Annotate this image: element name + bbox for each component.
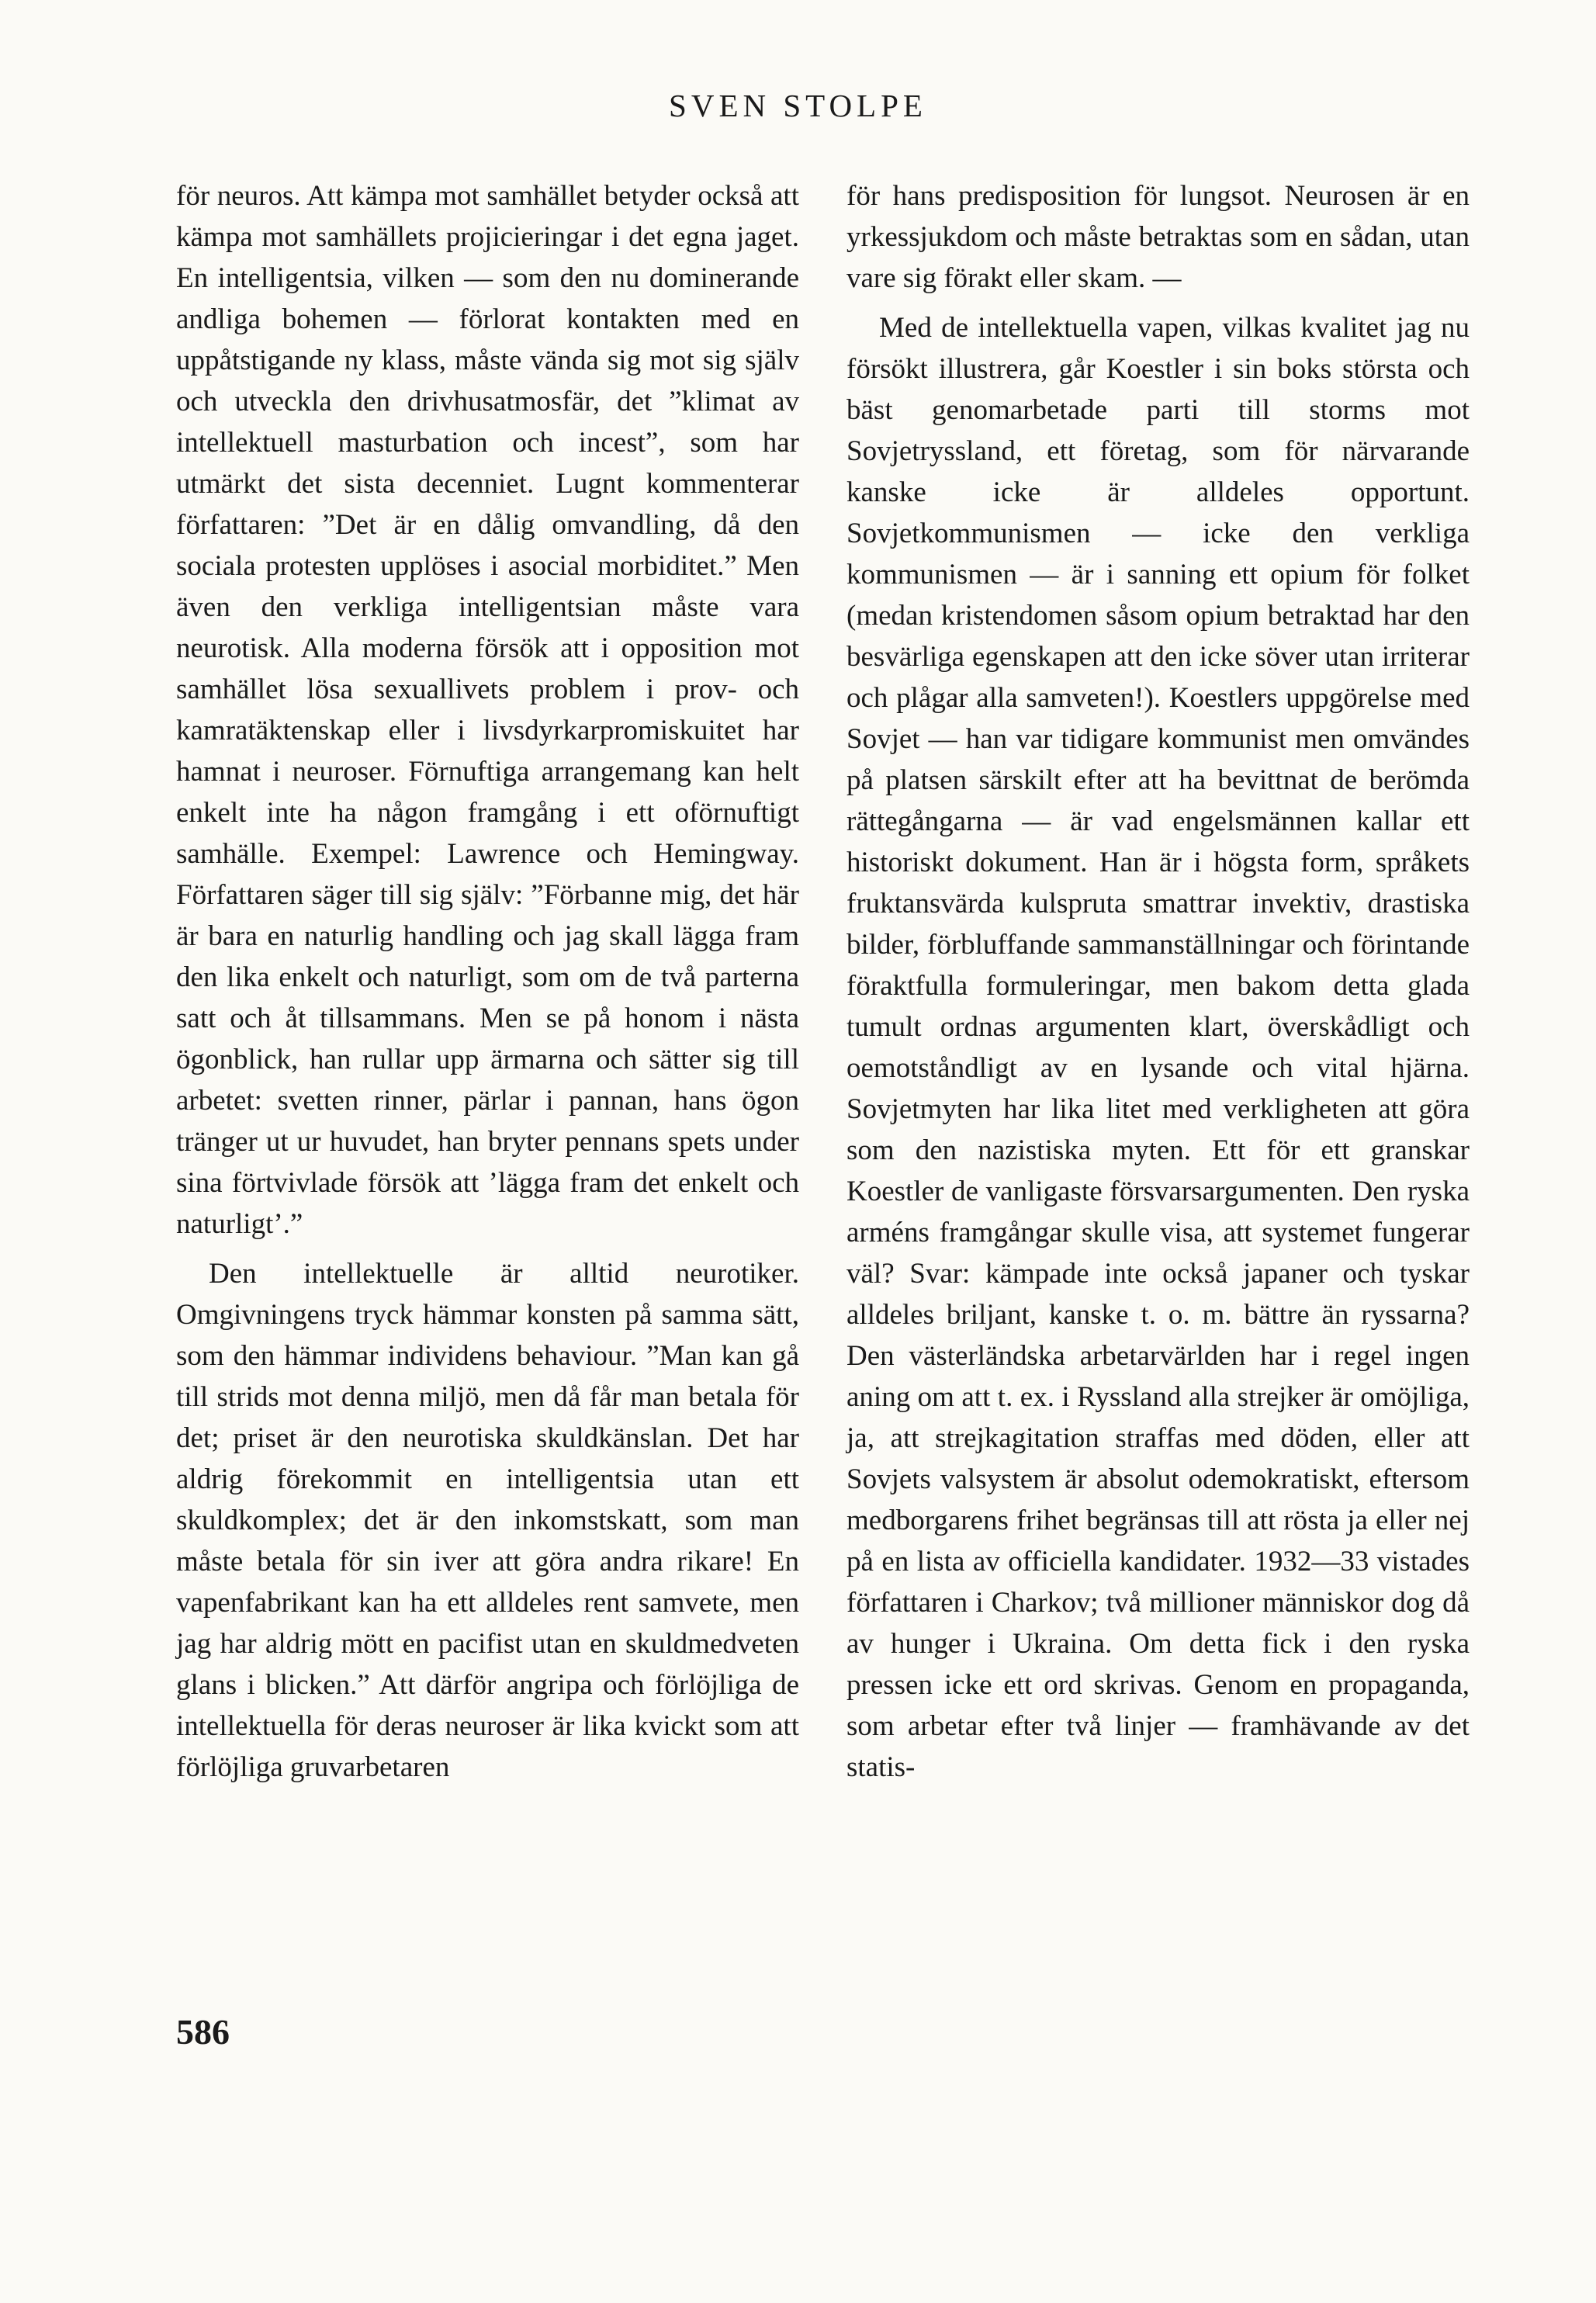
page-number: 586 <box>176 2012 230 2052</box>
body-paragraph: för neuros. Att kämpa mot samhället betyder också att kämpa mot samhällets projicieringar i det egna jaget. En intelligentsia, vilken — som den nu dominerande andliga bohemen — förlorat kontakten med en uppåtstigande ny klass, måste vända sig mot sig själv och utveckla den drivhusatmosfär, det ”klimat av intellektuell masturbation och incest”, som har utmärkt det sista decenniet. Lugnt kommenterar författaren: ”Det är en dålig omvandling, då den sociala protesten upplöses i asocial morbiditet.” Men även den verkliga intelligentsian måste vara neurotisk. Alla moderna försök att i opposition mot samhället lösa sexuallivets problem i prov- och kamratäktenskap eller i livsdyrkarpromiskuitet har hamnat i neuroser. Förnuftiga arrangemang kan helt enkelt inte ha någon framgång i ett oförnuftigt samhälle. Exempel: Lawrence och Hemingway. Författaren säger till sig själv: ”Förbanne mig, det här är bara en naturlig handling och jag skall lägga fram den lika enkelt och naturligt, som om de två parterna satt och åt tillsammans. Men se på honom i nästa ögonblick, han rullar upp ärmarna och sätter sig till arbetet: svetten rinner, pärlar i pannan, hans ögon tränger ut ur huvudet, han bryter pennans spets under sina förtvivlade försök att ’lägga fram det enkelt och naturligt’.” <box>176 180 799 1240</box>
body-paragraph: för hans predisposition för lungsot. Neurosen är en yrkessjukdom och måste betraktas som en sådan, utan vare sig förakt eller skam. — <box>846 180 1470 294</box>
body-paragraph: Med de intellektuella vapen, vilkas kvalitet jag nu försökt illustrera, går Koestler i sin boks största och bäst genomarbetade parti till storms mot Sovjetryssland, ett företag, som för närvarande kanske icke är alldeles opportunt. Sovjetkommunismen — icke den verkliga kommunismen — är i sanning ett opium för folket (medan kristendomen såsom opium betraktad har den besvärliga egenskapen att den icke söver utan irriterar och plågar alla samveten!). Koestlers uppgörelse med Sovjet — han var tidigare kommunist men omvändes på platsen särskilt efter att ha bevittnat de berömda rättegångarna — är vad engelsmännen kallar ett historiskt dokument. Han är i högsta form, språkets fruktansvärda kulspruta smattrar invektiv, drastiska bilder, förbluffande sammanställningar och förintande föraktfulla formuleringar, men bakom detta glada tumult ordnas argumenten klart, överskådligt och oemotståndligt av en lysande och vital hjärna. Sovjetmyten har lika litet med verkligheten att göra som den nazistiska myten. Ett för ett granskar Koestler de vanligaste försvarsargumenten. Den ryska arméns framgångar skulle visa, att systemet fungerar väl? Svar: kämpade inte också japaner och tyskar alldeles briljant, kanske t. o. m. bättre än ryssarna? Den västerländska arbetarvärlden har i regel ingen aning om att t. ex. i Ryssland alla strejker är omöjliga, ja, att strejkagitation straffas med döden, eller att Sovjets valsystem är absolut odemokratiskt, eftersom medborgarens frihet begränsas till att rösta ja eller nej på en lista av officiella kandidater. 1932—33 vistades författaren i Charkov; två millioner människor dog då av hunger i Ukraina. Om detta fick i den ryska pressen icke ett ord skrivas. Genom en propaganda, som arbetar efter två linjer — framhävande av det statis- <box>846 312 1470 1783</box>
left-column <box>176 175 799 1788</box>
right-column <box>846 175 1470 1788</box>
body-paragraph: Den intellektuelle är alltid neurotiker. Omgivningens tryck hämmar konsten på samma sätt, som den hämmar individens behaviour. ”Man kan gå till strids mot denna miljö, men då får man betala för det; priset är den neurotiska skuldkänslan. Det har aldrig förekommit en intelligentsia utan ett skuldkomplex; det är den inkomstskatt, som man måste betala för sin iver att göra andra rikare! En vapenfabrikant kan ha ett alldeles rent samvete, men jag har aldrig mött en pacifist utan en skuldmedveten glans i blicken.” Att därför angripa och förlöjliga de intellektuella för deras neuroser är lika kvickt som att förlöjliga gruvarbetaren <box>176 1258 799 1783</box>
running-head: SVEN STOLPE <box>669 88 927 123</box>
